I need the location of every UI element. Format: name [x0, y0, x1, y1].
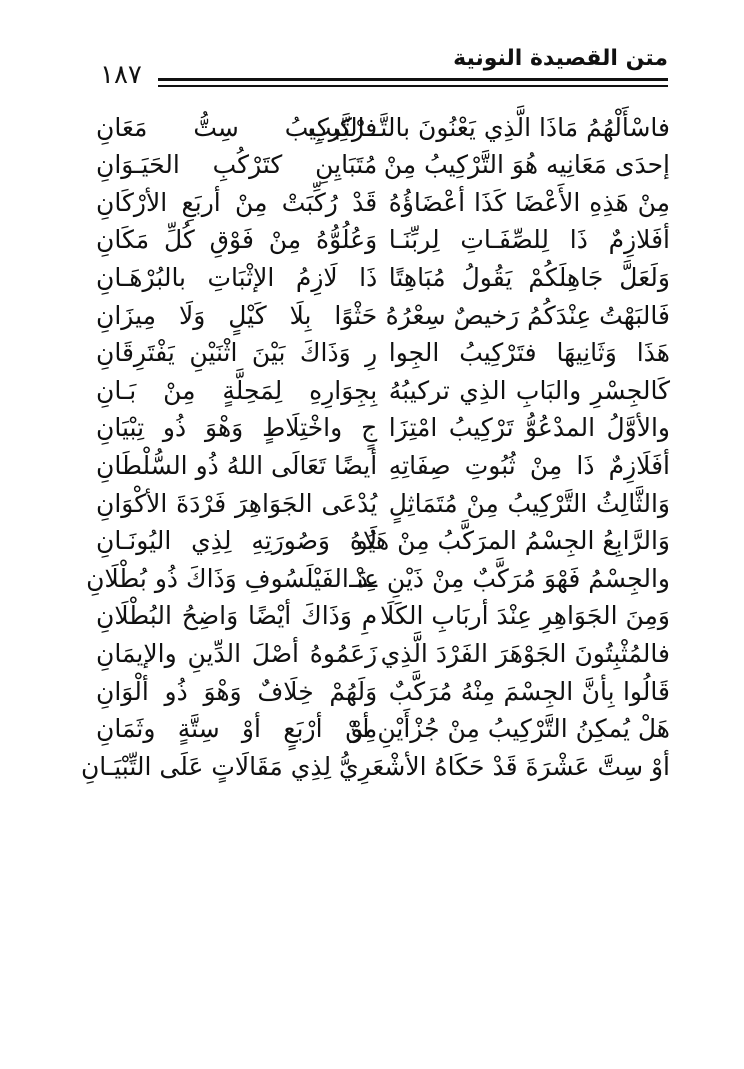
verse-first-hemistich: إحدَى مَعَانِيه هُوَ التَّرْكِيبُ مِنْ — [383, 150, 670, 180]
running-title: متن القصيدة النونية — [453, 46, 668, 71]
verse-second-hemistich: قَدْ رُكِّبَتْ مِنْ أربَعِ الأرْكَانِ — [96, 187, 378, 217]
verse-first-hemistich: قَالُوا بِأنَّ الجِسْمَ مِنْهُ مُرَكَّبٌ — [388, 676, 670, 706]
verse-7 — [96, 334, 670, 372]
verse-second-hemistich: أيضًا تَعَالَى اللهُ ذُو السُّلْطَانِ — [96, 450, 378, 480]
verse-second-hemistich: حَثْوًا بِلَا كَيْلٍ وَلَا مِيزَانِ — [96, 300, 378, 330]
verse-second-hemistich: وَعُلُوُّهُ مِنْ فَوْقِ كُلِّ مَكَانِ — [96, 225, 378, 255]
verse-6 — [96, 296, 670, 334]
verse-first-hemistich: كَالجِسْرِ والبَابِ الذِي تركيبُهُ — [388, 375, 670, 405]
verse-second-hemistich: مُتَبَايِنِ كتَرْكُبِ الحَيَـوَانِ — [96, 150, 378, 180]
verse-second-hemistich: بِجِوَارِهِ لِمَحِلَّةٍ مِنْ بَـانِ — [96, 375, 378, 405]
verse-second-hemistich: زَعَمُوهُ أصْلَ الدِّينِ والإيمَانِ — [96, 638, 378, 668]
verse-first-hemistich: وَمِنَ الجَوَاهِرِ عِنْدَ أربَابِ الكَلَا — [380, 601, 670, 631]
verse-5 — [96, 258, 670, 296]
verse-1 — [96, 108, 670, 146]
verse-first-hemistich: أفَلَازِمٌ ذَا مِنْ ثُبُوتِ صِفَاتِهِ — [388, 450, 670, 480]
verse-10 — [96, 446, 670, 484]
verse-second-hemistich: ذَا لَازِمُ الإثْبَاتِ بالبُرْهَـانِ — [96, 262, 378, 292]
verse-first-hemistich: فالمُثْبِتُونَ الجَوْهَرَ الفَرْدَ الَّذِي — [380, 638, 670, 668]
verse-first-hemistich: وَالرَّابِعُ الجِسْمُ المرَكَّبُ مِنْ هَيُو — [355, 526, 670, 556]
verse-18 — [80, 747, 670, 785]
verse-second-hemistich: فالتَّركِيبُ سِتُّ مَعَانِ — [96, 112, 378, 142]
verse-first-hemistich: فاسْأَلْهُمُ مَاذَا الَّذِي يَعْنُونَ بالتَّــرْكِيبِ — [307, 112, 670, 142]
verse-first-hemistich: هَذَا وَثَانِيهَا فتَرْكِيبُ الجِوا — [388, 338, 670, 368]
verse-16 — [96, 672, 670, 710]
verse-full-line: أوْ سِتَّ عَشْرَةَ قَدْ حَكَاهُ الأشْعَرِيُّ لِذِي مَقَالَاتٍ عَلَى التِّبْيَـانِ — [80, 751, 670, 781]
page-number: ١٨٧ — [100, 60, 142, 90]
verse-8 — [96, 371, 670, 409]
verse-second-hemistich: رِ وَذَاكَ بَيْنَ اثْنَيْنِ يَفْتَرِقَانِ — [96, 338, 378, 368]
verse-first-hemistich: وَلَعَلَّ جَاهِلَكُمْ يَقُولُ مُبَاهِتًا — [388, 262, 670, 292]
verse-second-hemistich: وَلَهُمْ خِلَافٌ وَهْوَ ذُو ألْوَانِ — [96, 676, 378, 706]
verse-second-hemistich: مِ وَذَاكَ أيْضًا وَاضِحُ البُطْلَانِ — [96, 601, 378, 631]
verse-9 — [96, 409, 670, 447]
verse-11 — [96, 484, 670, 522]
header-rule-thin — [158, 85, 668, 87]
verse-first-hemistich: هَلْ يُمكِنُ التَّرْكِيبُ مِنْ جُزْأَيْنِ أوْ — [350, 714, 670, 744]
verse-first-hemistich: والجِسْمُ فَهْوَ مُرَكَّبٌ مِنْ ذَيْنِ عِنْـ — [349, 563, 670, 593]
header-rule-thick — [158, 78, 668, 81]
verse-second-hemistich: مِنْ أرْبَعٍ أوْ سِتَّةٍ وثَمَانِ — [96, 714, 378, 744]
verse-first-hemistich: والأوَّلُ المدْعُوُّ تَرْكِيبُ امْتِزَا — [388, 413, 670, 443]
verse-12 — [96, 522, 670, 560]
verse-second-hemistich: لَاهُ وَصُورَتِهِ لِذِي اليُونَـانِ — [96, 526, 378, 556]
verse-first-hemistich: مِنْ هَذِهِ الأَعْضَا كَذَا أعْضَاؤُهُ — [388, 187, 670, 217]
verse-17 — [96, 710, 670, 748]
poem-body — [80, 108, 670, 968]
verse-second-hemistich: يُدْعَى الجَوَاهِرَ فَرْدَةَ الأكْوَانِ — [96, 488, 378, 518]
verse-13 — [86, 559, 670, 597]
page-header — [100, 44, 668, 94]
verse-first-hemistich: وَالثَّالِثُ التَّرْكِيبُ مِنْ مُتَمَاثِلٍ — [388, 488, 670, 518]
verse-4 — [96, 221, 670, 259]
verse-second-hemistich: ـدَ الفَيْلَسُوفِ وَذَاكَ ذُو بُطْلَانِ — [86, 563, 378, 593]
verse-14 — [96, 597, 670, 635]
verse-second-hemistich: جٍ واخْتِلَاطٍ وَهْوَ ذُو تِبْيَانِ — [96, 413, 378, 443]
verse-2 — [96, 146, 670, 184]
verse-15 — [96, 634, 670, 672]
verse-first-hemistich: فَالبَهْتُ عِنْدَكُمُ رَخيصٌ سِعْرُهُ — [385, 300, 670, 330]
verse-first-hemistich: أفَلازِمٌ ذَا لِلصِّفَـاتِ لِربِّنَـا — [388, 225, 670, 255]
verse-3 — [96, 183, 670, 221]
